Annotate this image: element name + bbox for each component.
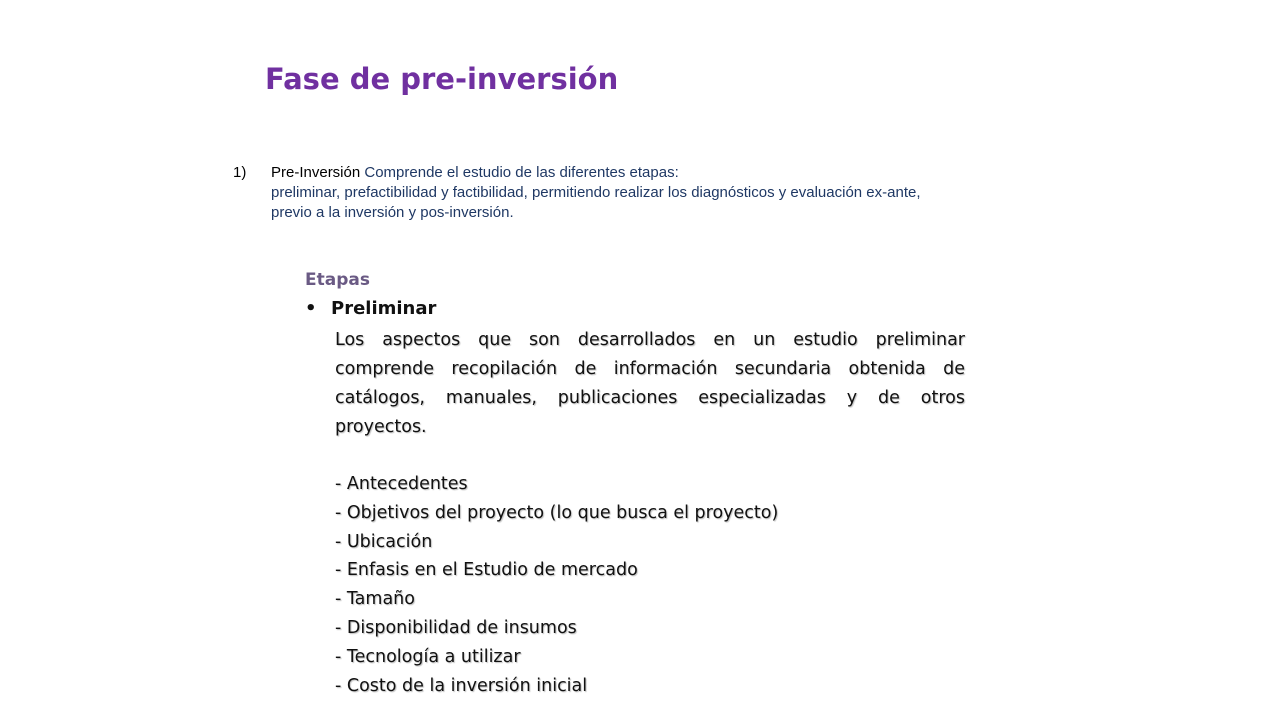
list-item: - Ubicación xyxy=(335,531,433,552)
paragraph-line: Los aspectos que son desarrollados en un estudio preliminar xyxy=(335,330,965,350)
list-item: - Enfasis en el Estudio de mercado xyxy=(335,560,638,581)
item-line-3: previo a la inversión y pos-inversión. xyxy=(271,204,514,221)
description-paragraph xyxy=(335,326,965,442)
item-line-2: preliminar, prefactibilidad y factibilidad, permitiendo realizar los diagnósticos y evaluación ex-ante, xyxy=(271,184,921,201)
item-lead: Pre-Inversión xyxy=(271,164,361,181)
list-item: - Tecnología a utilizar xyxy=(335,646,521,667)
item-line-1 xyxy=(271,163,1131,183)
slide-title: Fase de pre-inversión xyxy=(265,62,619,96)
paragraph-line: proyectos. xyxy=(335,417,427,437)
item-line-1-text: Comprende el estudio de las diferentes etapas: xyxy=(364,164,679,181)
list-item: - Objetivos del proyecto (lo que busca el proyecto) xyxy=(335,502,779,523)
list-item: - Disponibilidad de insumos xyxy=(335,617,577,638)
aspects-list xyxy=(335,470,778,700)
item-number: 1) xyxy=(233,164,247,181)
list-item: - Antecedentes xyxy=(335,474,468,494)
paragraph-line: comprende recopilación de información secundaria obtenida de xyxy=(335,359,965,379)
bullet-item xyxy=(305,298,436,319)
bullet-label: Preliminar xyxy=(331,298,437,319)
section-label: Etapas xyxy=(305,270,370,290)
item-body xyxy=(271,163,1131,223)
bullet-icon: • xyxy=(305,298,317,319)
list-item: - Tamaño xyxy=(335,589,415,610)
paragraph-line: catálogos, manuales, publicaciones especializadas y de otros xyxy=(335,388,965,408)
list-item: - Costo de la inversión inicial xyxy=(335,675,588,696)
